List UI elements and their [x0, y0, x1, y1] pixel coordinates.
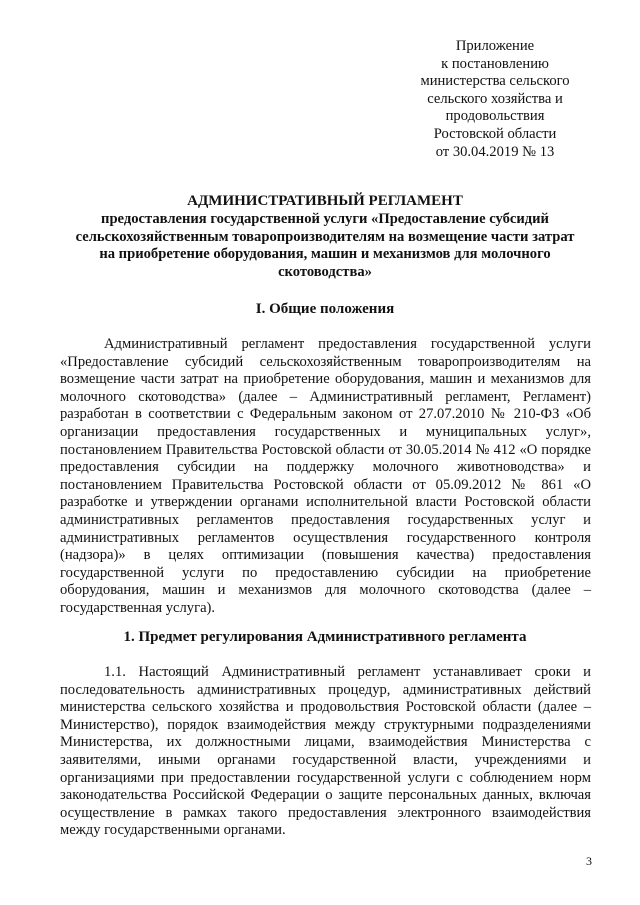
section-heading-subject: 1. Предмет регулирования Административного регламента [123, 629, 527, 645]
document-subtitle: предоставления государственной услуги «Предоставление субсидий сельскохозяйственным товаропроизводителям на возмещение части затрат на приобретение оборудования, машин и механизмов для молочного скотоводства» [75, 211, 575, 280]
page-number: 3 [586, 854, 592, 868]
appendix-line: Ростовской области [433, 125, 557, 142]
appendix-line: министерства сельского [420, 73, 570, 90]
section-heading-general: I. Общие положения [255, 301, 395, 317]
appendix-line: сельского хозяйства и [427, 90, 563, 107]
appendix-block [400, 38, 590, 161]
appendix-line: продовольствия [445, 108, 545, 125]
appendix-line: к постановлению [441, 55, 549, 72]
appendix-line: Приложение [455, 38, 535, 54]
document-title: АДМИНИСТРАТИВНЫЙ РЕГЛАМЕНТ [187, 193, 463, 209]
paragraph-general: Административный регламент предоставления государственной услуги «Предоставление субсидий сельскохозяйственным товаропроизводителям на возмещение части затрат на приобретение оборудования, машин и механизмов для молочного скотоводства» (далее – Административный регламент, Регламент) разработан в соответствии с Федеральным законом от 27.07.2010 № 210-ФЗ «Об организации предоставления государственных и муниципальных услуг», постановлением Правительства Ростовской области от 30.05.2014 № 412 «О порядке предоставления субсидии на поддержку молочного животноводства» и постановлением Правительства Ростовской области от 05.09.2012 № 861 «О разработке и утверждении органами исполнительной власти Ростовской области административных регламентов предоставления государственных услуг и административных регламентов осуществления государственного контроля (надзора)» в целях оптимизации (повышения качества) предоставления государственной услуги по предоставлению субсидии на приобретение оборудования, машин и механизмов для молочного скотоводства (далее – государственная услуга). [60, 336, 591, 616]
appendix-line: от 30.04.2019 № 13 [435, 143, 555, 160]
paragraph-subject: 1.1. Настоящий Административный регламент устанавливает сроки и последовательность административных процедур, административных действий министерства сельского хозяйства и продовольствия Ростовской области (далее – Министерство), порядок взаимодействия между структурными подразделениями Министерства, их должностными лицами, взаимодействия Министерства с заявителями, иными органами государственной власти, учреждениями и организациями при предоставлении государственной услуги с соблюдением норм законодательства Российской Федерации о защите персональных данных, включая осуществление в рамках такого предоставления электронного взаимодействия между государственными органами. [60, 664, 591, 839]
